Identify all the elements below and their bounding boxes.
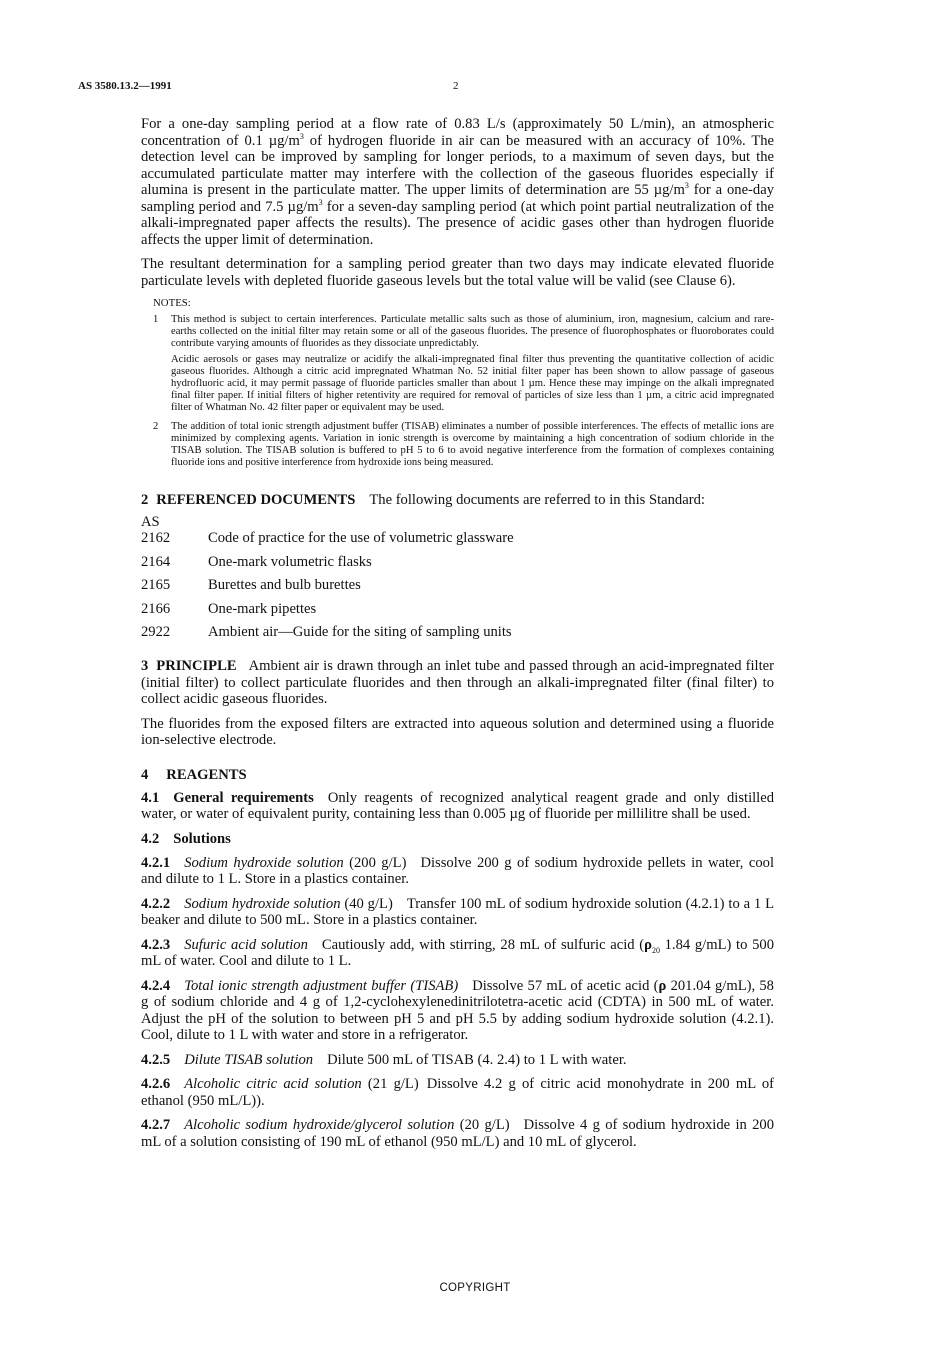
note-1-paragraph-2: Acidic aerosols or gases may neutralize or acidify the alkali-impregnated final filter thus preventing the quantitative collection of acidic gaseous fluorides. Although a citric acid impregnated Whatman No. 52 initial filter paper has been shown to allow passage of gaseous hydrofluoric acid, it may permit passage of fluoride particles smaller than about 1 µm. Hence these may impinge on the alkali impregnated final filter paper. If initial filters of higher retentivity are required for removal of particles of size less than 1 µm, a citric acid impregnated filter of Whatman No. 42 filter paper or equivalent may be used. [171,353,774,414]
note-1: 1 This method is subject to certain interferences. Particulate metallic salts such as those of aluminium, iron, magnesium, calcium and rare-earths collected on the initial filter may retain some or all of the gaseous fluorides. The presence of fluorophosphates or fluoroborates could contribute varying amounts of fluorides as they dissociate unpredictably. Acidic aerosols or gases may neutralize or acidify the alkali-impregnated final filter thus preventing the quantitative collection of acidic gaseous fluorides. Although a citric acid impregnated Whatman No. 52 initial filter paper has been shown to allow passage of gaseous hydrofluoric acid, it may permit passage of fluoride particles smaller than about 1 µm. Hence these may impinge on the alkali impregnated final filter paper. If initial filters of higher retentivity are required for removal of particles of size less than 1 µm, a citric acid impregnated filter of Whatman No. 42 filter paper or equivalent may be used. [153,314,774,414]
section-heading-referenced-documents: 2 REFERENCED DOCUMENTS The following documents are referred to in this Standard: [141,492,705,509]
document-id: AS 3580.13.2—1991 [78,80,172,92]
intro-paragraph-1: For a one-day sampling period at a flow rate of 0.83 L/s (approximately 50 L/min), an atmospheric concentration of 0.1 $\mu g/m^3$ of hydrogen fluoride in air can be measured with an accuracy of 10%. The detection level can be improved by sampling for longer periods, to a maximum of seven days, but the accumulated particulate matter may interfere with the collection of the gaseous fluorides especially if alumina is present in the particulate matter. The upper limits of determination are 55 $\mu g/m^3$ for a one-day sampling period and 7.5 $\mu g/m^3$ for a seven-day sampling period (at which point partial neutralization of the alkali-impregnated paper affects the results). The presence of acidic gases other than hydrogen fluoride affects the upper limit of determination. [141,116,775,248]
principle-paragraph-1: 3 PRINCIPLE Ambient air is drawn through an inlet tube and passed through an acid-impregnated filter (initial filter) to collect particulate fluorides and then through an alkali-impregnated filter (final filter) to collect acidic gaseous fluorides. [141,658,774,708]
solution-4-2-1: 4.2.1 Sodium hydroxide solution (200 g/L) Dissolve 200 g of sodium hydroxide pellets in water, cool and dilute to 1 L. Store in a plastics container. [141,854,775,888]
note-2-paragraph-1: The addition of total ionic strength adjustment buffer (TISAB) eliminates a number of possible interferences. The effects of metallic ions are minimized by complexing agents. Variation in ionic strength is overcome by maintaining a high concentration of sodium chloride in the TISAB solution. The TISAB solution is buffered to pH 5 to 6 to avoid negative interference from the formation of complexes containing fluoride ions and positive interference from hydroxide ions being measured. [171,420,774,469]
solution-4-2-7: 4.2.7 Alcoholic sodium hydroxide/glycerol solution (20 g/L) Dissolve 4 g of sodium hydroxide in 200 mL of a solution consisting of 190 mL of ethanol (950 mL/L) and 10 mL of glycerol. [141,1117,774,1150]
solution-4-2-3: 4.2.3 Sufuric acid solution Cautiously add, with stirring, 28 mL of sulfuric acid ($\rho_{20}$ 1.84 g/mL) to 500 mL of water. Cool and dilute to 1 L. [141,936,774,970]
page-number: 2 [453,80,459,92]
reference-item: 2166 One-mark pipettes [141,600,317,617]
subsection-heading-solutions: 4.2 Solutions [141,830,231,847]
solution-4-2-5: 4.2.5 Dilute TISAB solution Dilute 500 mL of TISAB (4. 2.4) to 1 L with water. [141,1051,627,1068]
copyright-footer: COPYRIGHT [439,1282,511,1294]
reference-item: 2162 Code of practice for the use of volumetric glassware [141,530,514,547]
reference-item: 2164 One-mark volumetric flasks [141,553,372,570]
principle-paragraph-2: The fluorides from the exposed filters are extracted into aqueous solution and determined using a fluoride ion-selective electrode. [141,715,774,749]
reference-item: 2165 Burettes and bulb burettes [141,577,361,594]
note-1-paragraph-1: This method is subject to certain interferences. Particulate metallic salts such as those of aluminium, iron, magnesium, calcium and rare-earths collected on the initial filter may retain some or all of the gaseous fluorides. The presence of fluorophosphates or fluoroborates could contribute varying amounts of fluorides as they dissociate unpredictably. [171,314,774,350]
notes-title: NOTES: [153,297,191,309]
references-prefix: AS [141,514,160,531]
solution-4-2-2: 4.2.2 Sodium hydroxide solution (40 g/L) Transfer 100 mL of sodium hydroxide solution (4.2.1) to a 1 L beaker and dilute to 500 mL. Store in a plastics container. [141,895,774,929]
solution-4-2-4: 4.2.4 Total ionic strength adjustment buffer (TISAB) Dissolve 57 mL of acetic acid (ρ 201.04 g/mL), 58 g of sodium chloride and 4 g of 1,2-cyclohexylenedinitrilotetra-acetic acid (CDTA) in 500 mL of water. Adjust the pH of the solution to between pH 5 and pH 5.5 by adding sodium hydroxide solution (4.2.1). Cool, dilute to 1 L with water and store in a refrigerator. [141,977,774,1044]
page-body [141,116,774,1158]
note-2: 2 The addition of total ionic strength adjustment buffer (TISAB) eliminates a number of possible interferences. The effects of metallic ions are minimized by complexing agents. Variation in ionic strength is overcome by maintaining a high concentration of sodium chloride in the TISAB solution. The TISAB solution is buffered to pH 5 to 6 to avoid negative interference from the formation of complexes containing fluoride ions and positive interference from hydroxide ions being measured. [153,420,774,469]
reference-item: 2922 Ambient air—Guide for the siting of sampling units [141,624,512,641]
general-requirements: 4.1 General requirements Only reagents of recognized analytical reagent grade and only distilled water, or water of equivalent purity, containing less than 0.005 µg of fluoride per millilitre shall be used. [141,789,775,823]
intro-paragraph-2: The resultant determination for a sampling period greater than two days may indicate elevated fluoride particulate levels with depleted fluoride gaseous levels but the total value will be valid (see Clause 6). [141,256,774,289]
solution-4-2-6: 4.2.6 Alcoholic citric acid solution (21 g/L) Dissolve 4.2 g of citric acid monohydrate in 200 mL of ethanol (950 mL/L)). [141,1076,775,1109]
section-heading-reagents: 4 REAGENTS [141,766,247,783]
